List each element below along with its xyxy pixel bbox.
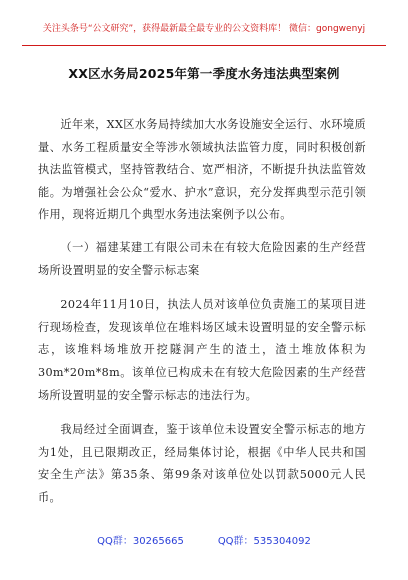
document-title: XX区水务局2025年第一季度水务违法典型案例	[68, 66, 340, 81]
footer-qq-group-2: QQ群：535304092	[217, 536, 311, 547]
paragraph-case-facts: 2024年11月10日，执法人员对该单位负责施工的某项目进行现场检查，发现该单位在堆料场区域未设置明显的安全警示标志，该堆料场堆放开挖隧洞产生的渣土，渣土堆放体积为30m*20m*8m。该单位已构成未在有较大危险因素的生产经营场所设置明显的安全警示标志的违法行为。	[38, 298, 366, 402]
paragraph-case-penalty: 我局经过全面调查，鉴于该单位未设置安全警示标志的地方为1处，且已限期改正，经局集体讨论，根据《中华人民共和国安全生产法》第35条、第99条对该单位处以罚款5000元人民币。	[38, 423, 366, 504]
header-divider	[22, 45, 386, 46]
case-heading: （一）福建某建工有限公司未在有较大危险因素的生产经营场所设置明显的安全警示标志案	[38, 240, 366, 277]
paragraph-intro: 近年来，XX区水务局持续加大水务设施安全运行、水环境质量、水务工程质量安全等涉水领域执法监管力度，同时积极创新执法监管模式，坚持管教结合、宽严相济，不断提升执法监管效能。为增强社会公众“爱水、护水”意识，充分发挥典型示范引领作用，现将近期几个典型水务违法案例予以公布。	[38, 118, 366, 222]
document-body	[38, 114, 366, 510]
footer-qq-group-1: QQ群：30265665	[97, 536, 184, 547]
footer-contact	[0, 532, 408, 547]
header-banner: 关注头条号“公文研究”，获得最新最全最专业的公文资料库！ 微信：gongwenyj	[42, 24, 366, 34]
